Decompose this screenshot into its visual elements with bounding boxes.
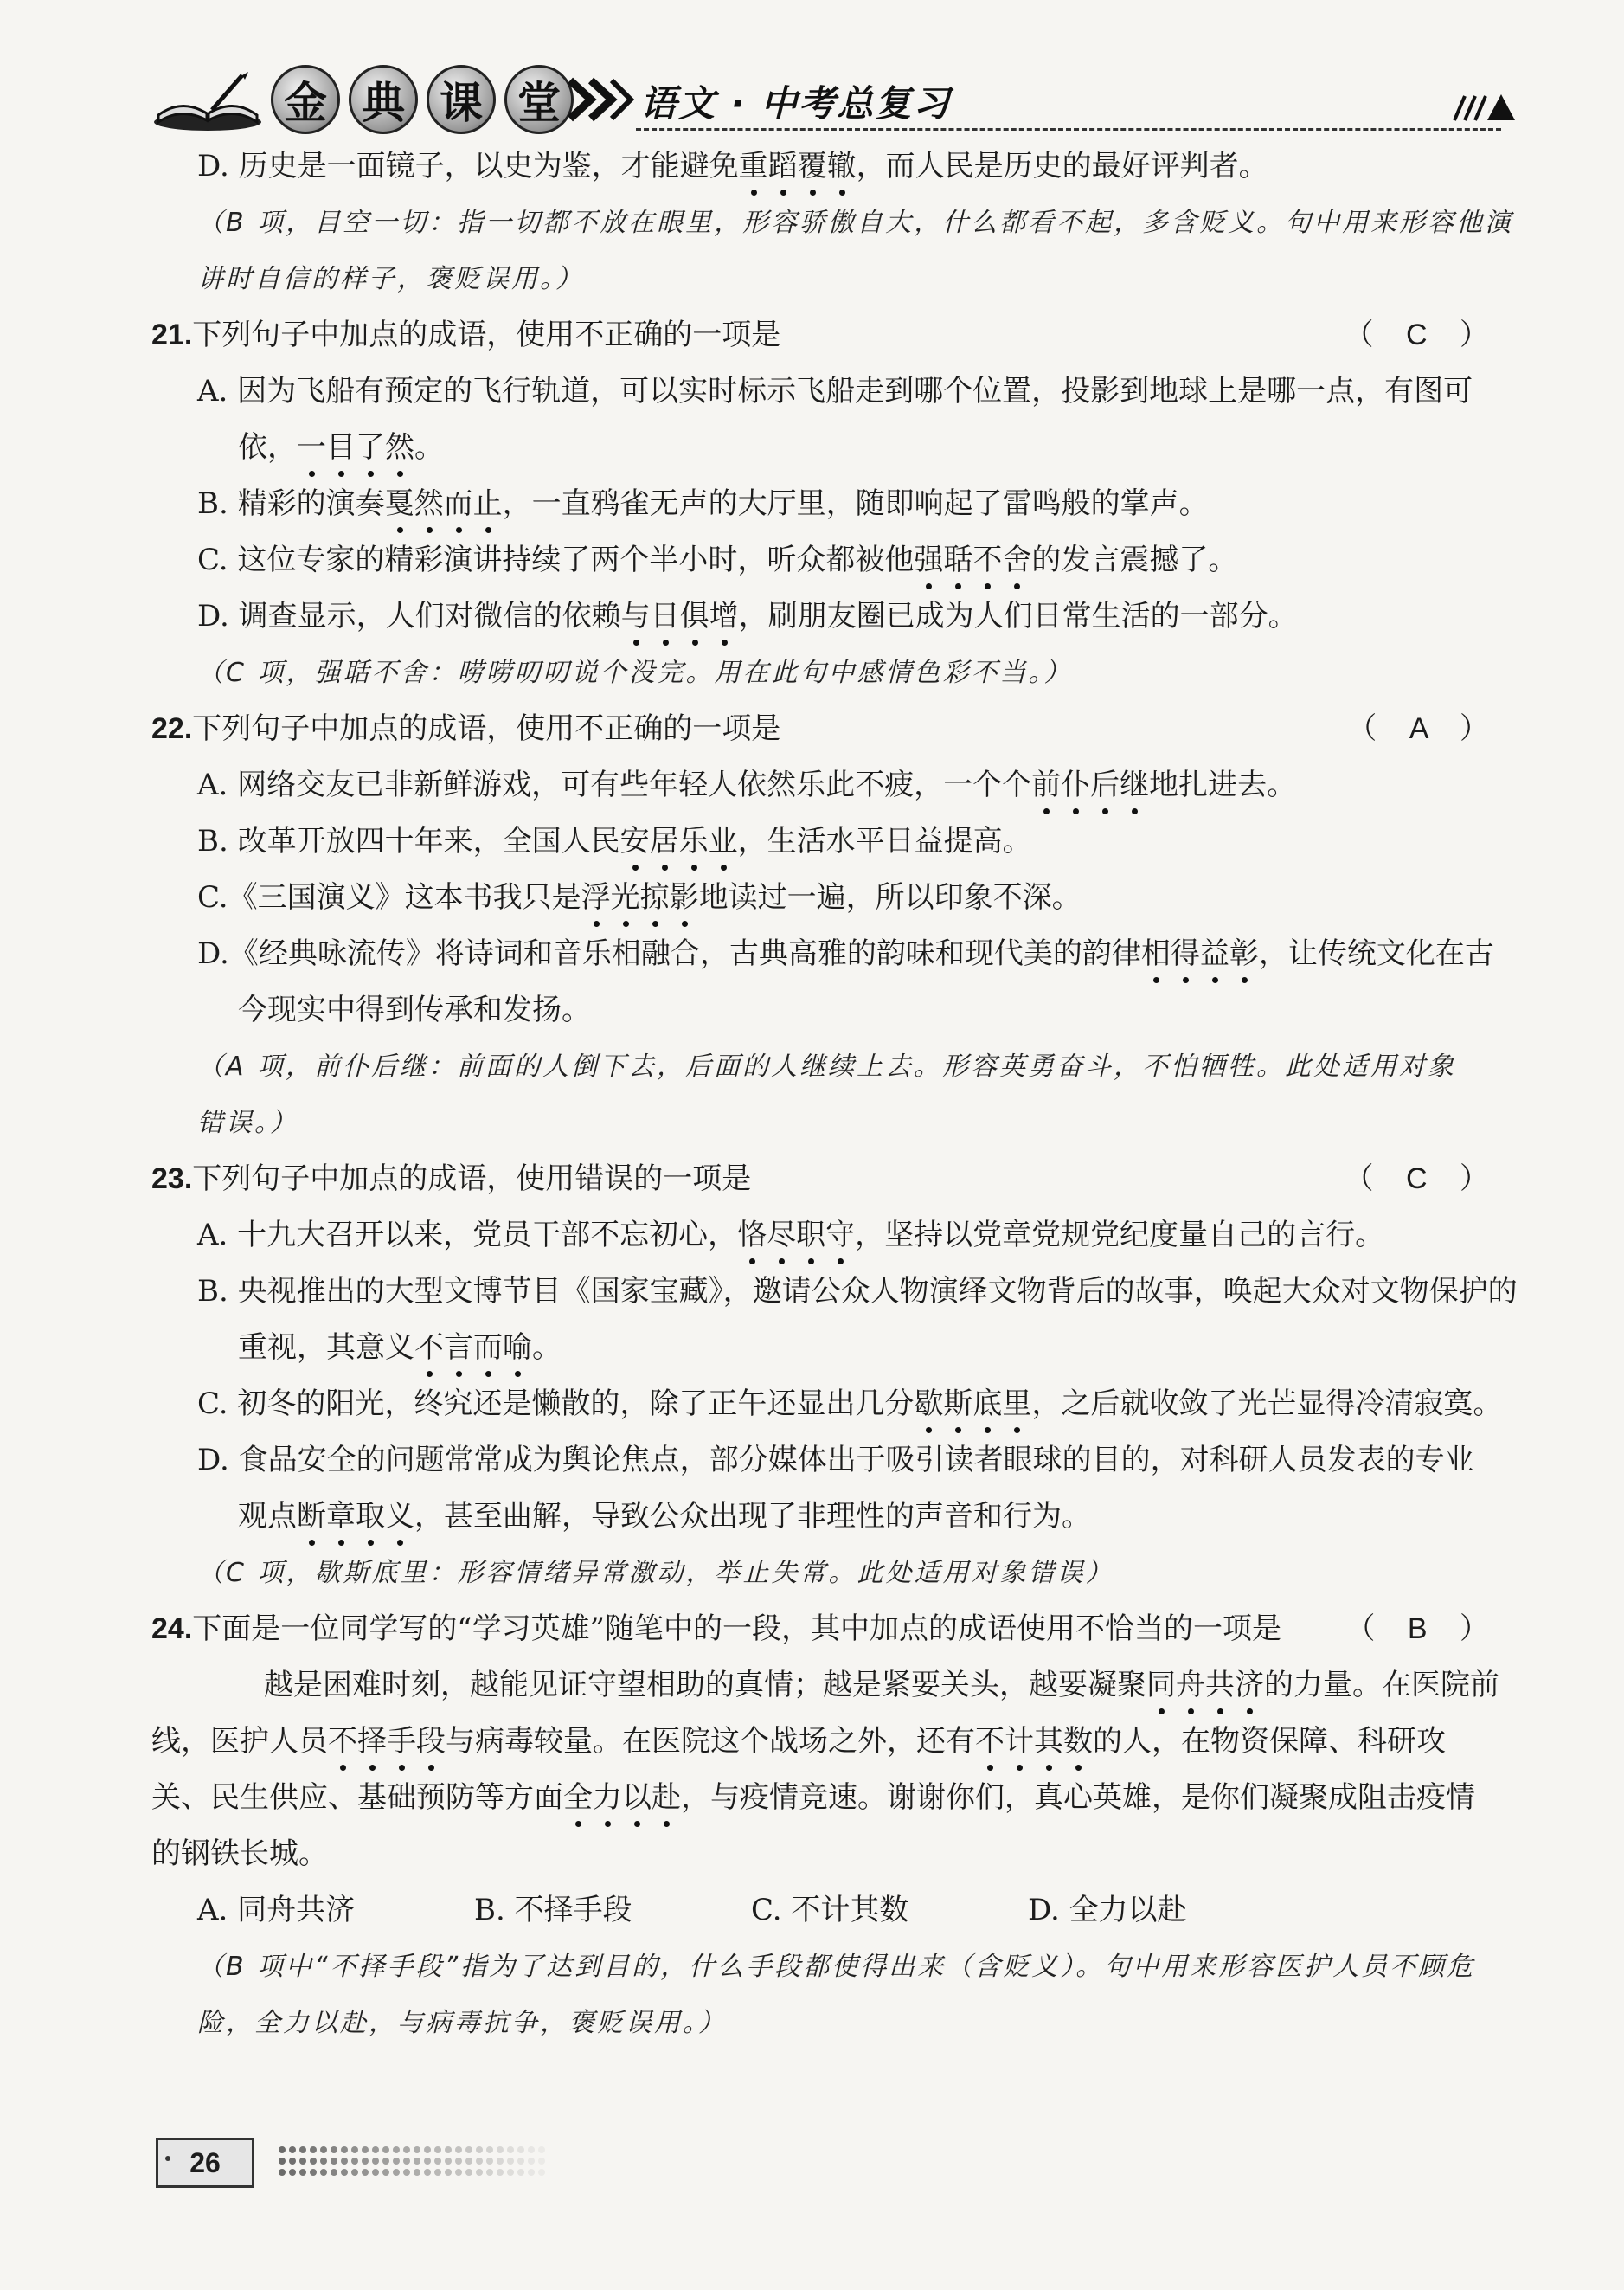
decorative-dot <box>320 2169 327 2176</box>
decorative-dot <box>434 2169 441 2176</box>
emphasized-idiom <box>414 1330 532 1365</box>
answer-explanation <box>151 251 1501 307</box>
text-segment: 的力量。在医院前 <box>1264 1668 1499 1702</box>
dotted-char: 以 <box>622 1780 652 1815</box>
decorative-dot <box>465 2146 472 2153</box>
dotted-char: 目 <box>326 430 356 465</box>
decorative-dot <box>299 2146 306 2153</box>
decorative-dot <box>331 2146 337 2153</box>
page-number: 26 <box>156 2138 254 2188</box>
dotted-char: 浮 <box>581 880 611 915</box>
dotted-char: 一 <box>297 430 326 465</box>
answer-explanation <box>151 1995 1501 2051</box>
dotted-char: 仆 <box>1061 768 1091 802</box>
dotted-char: 增 <box>709 599 739 634</box>
emphasized-idiom <box>297 1499 414 1534</box>
double-chevron-icon <box>565 75 634 124</box>
question-number: 23. <box>151 1162 193 1195</box>
decorative-dot <box>341 2169 348 2176</box>
decorative-dot <box>331 2158 337 2165</box>
dotted-char: 光 <box>610 880 640 915</box>
decorative-dot <box>445 2169 452 2176</box>
dotted-char: 得 <box>1170 936 1200 971</box>
decorative-dot <box>331 2169 337 2176</box>
dotted-char: 取 <box>356 1499 385 1534</box>
dotted-char: 掠 <box>639 880 670 915</box>
decorative-dot <box>445 2146 452 2153</box>
decorative-dot <box>517 2146 524 2153</box>
decorative-dot <box>341 2146 348 2153</box>
decorative-dot <box>414 2158 420 2165</box>
text-segment: A. 十九大召开以来，党员干部不忘初心， <box>197 1218 738 1252</box>
answer-key: （ C ） <box>1344 1162 1501 1195</box>
page-header <box>151 56 1501 143</box>
text-line <box>151 1657 1501 1714</box>
decorative-dot <box>445 2158 452 2165</box>
option-item: A. 同舟共济 <box>197 1893 356 1927</box>
decorative-dot <box>528 2169 535 2176</box>
text-segment: 的钢铁长城。 <box>151 1837 328 1871</box>
answer-explanation <box>151 1545 1501 1601</box>
decorative-dot <box>289 2146 296 2153</box>
text-segment: ，与疫情竞速。谢谢你们，真心英雄，是你们凝聚成阻击疫情 <box>681 1780 1475 1815</box>
question-stem <box>151 1151 1501 1207</box>
dotted-char: 戛 <box>384 486 414 521</box>
dotted-char: 俱 <box>679 599 709 634</box>
option-item: C. 不计其数 <box>751 1893 909 1927</box>
dotted-char: 斯 <box>943 1386 973 1421</box>
decorative-dot <box>279 2158 286 2165</box>
question-stem <box>151 307 1501 363</box>
text-segment: ，让传统文化在古 <box>1258 936 1494 971</box>
emphasized-idiom <box>581 880 699 915</box>
brand-char: 课 <box>427 65 496 134</box>
decorative-dot <box>486 2146 493 2153</box>
dotted-char: 里 <box>1002 1386 1032 1421</box>
decorative-dot <box>382 2146 389 2153</box>
decorative-dot <box>414 2169 420 2176</box>
text-segment: D. 食品安全的问题常常成为舆论焦点，部分媒体出于吸引读者眼球的目的，对科研人员发表的专业 <box>197 1443 1474 1477</box>
text-line <box>151 363 1501 420</box>
emphasized-idiom <box>563 1780 681 1815</box>
text-segment: 险，全力以赴，与病毒抗争，褒贬误用。） <box>197 2008 727 2038</box>
decorative-dots <box>277 2143 554 2181</box>
text-segment: C.《三国演义》这本书我只是 <box>197 880 581 915</box>
text-segment: ，刷朋友圈已成为人们日常生活的一部分。 <box>738 599 1298 634</box>
dotted-char: 择 <box>357 1724 387 1759</box>
emphasized-idiom <box>914 543 1031 577</box>
decorative-dot <box>517 2169 524 2176</box>
text-segment: 线，医护人员 <box>151 1724 328 1759</box>
text-segment: 讲时自信的样子，褒贬误用。） <box>197 264 584 294</box>
decorative-dot <box>279 2169 286 2176</box>
text-line <box>151 1489 1501 1545</box>
dotted-char: 舟 <box>1176 1668 1205 1702</box>
text-line <box>151 138 1501 195</box>
dotted-char: 重 <box>738 149 768 183</box>
option-item: D. 全力以赴 <box>1028 1893 1187 1927</box>
decorative-dot <box>393 2169 400 2176</box>
text-segment: 重视，其意义 <box>238 1330 414 1365</box>
dotted-char: 覆 <box>797 149 827 183</box>
dotted-char: 止 <box>472 486 503 521</box>
decorative-dot <box>434 2146 441 2153</box>
emphasized-idiom <box>620 824 738 859</box>
dotted-char: 居 <box>649 824 679 859</box>
text-segment: （A 项，前仆后继：前面的人倒下去，后面的人继续上去。形容英勇奋斗，不怕牺牲。此处适用对象 <box>197 1052 1457 1082</box>
decorative-dot <box>507 2146 514 2153</box>
brand-char: 典 <box>349 65 418 134</box>
decorative-dot <box>403 2158 410 2165</box>
dotted-char: 然 <box>414 486 444 521</box>
decorative-dot <box>403 2169 410 2176</box>
dotted-char: 继 <box>1120 768 1150 802</box>
text-line <box>151 1207 1501 1264</box>
emphasized-idiom <box>385 486 503 521</box>
text-segment: 下面是一位同学写的“学习英雄”随笔中的一段，其中加点的成语使用不恰当的一项是 <box>192 1611 1282 1646</box>
decorative-dot <box>382 2169 389 2176</box>
text-segment: ，一直鸦雀无声的大厅里，随即响起了雷鸣般的掌声。 <box>502 486 1209 521</box>
decorative-dot <box>455 2158 462 2165</box>
text-line <box>151 420 1501 476</box>
dotted-char: 喻 <box>503 1330 532 1365</box>
question-stem <box>151 1601 1501 1657</box>
emphasized-idiom <box>328 1724 446 1759</box>
decorative-dot <box>528 2146 535 2153</box>
corner-triangle-icon <box>1449 89 1518 124</box>
decorative-dot <box>497 2169 504 2176</box>
answer-explanation <box>151 645 1501 701</box>
subject-title: 语文 · 中考总复习 <box>640 82 952 125</box>
text-line <box>151 870 1501 926</box>
dotted-char: 日 <box>650 599 680 634</box>
decorative-dot <box>497 2158 504 2165</box>
decorative-dot <box>320 2146 327 2153</box>
question-number: 24. <box>151 1612 193 1645</box>
text-segment: 下列句子中加点的成语，使用错误的一项是 <box>192 1161 752 1196</box>
brand-char: 堂 <box>504 65 574 134</box>
dotted-char: 言 <box>444 1330 473 1365</box>
dotted-char: 计 <box>1005 1724 1034 1759</box>
dotted-char: 彰 <box>1229 936 1259 971</box>
decorative-dot <box>289 2169 296 2176</box>
decorative-dot <box>320 2158 327 2165</box>
decorative-dot <box>424 2158 431 2165</box>
decorative-dot <box>310 2169 317 2176</box>
text-segment: ，之后就收敛了光芒显得冷清寂寞。 <box>1031 1386 1503 1421</box>
answer-explanation <box>151 195 1514 251</box>
text-segment: 今现实中得到传承和发扬。 <box>238 993 591 1027</box>
dotted-char: 不 <box>328 1724 357 1759</box>
decorative-dot <box>424 2146 431 2153</box>
dotted-char: 舍 <box>1002 543 1032 577</box>
decorative-dot <box>299 2158 306 2165</box>
decorative-dot <box>351 2169 358 2176</box>
emphasized-idiom <box>914 1386 1031 1421</box>
text-line <box>151 982 1501 1039</box>
dotted-char: 赴 <box>652 1780 681 1815</box>
decorative-dot <box>289 2158 296 2165</box>
text-segment: 依， <box>238 430 297 465</box>
header-divider <box>636 128 1501 131</box>
answer-key: （ C ） <box>1344 318 1501 351</box>
text-segment: 观点 <box>238 1499 297 1534</box>
text-line <box>151 926 1501 982</box>
dotted-char: 尽 <box>767 1218 797 1252</box>
emphasized-idiom <box>1141 936 1259 971</box>
text-segment: B. 央视推出的大型文博节目《国家宝藏》，邀请公众人物演绎文物背后的故事，唤起大众对文物保护的 <box>197 1274 1518 1309</box>
emphasized-idiom <box>621 599 739 634</box>
emphasized-idiom <box>975 1724 1093 1759</box>
dotted-char: 职 <box>796 1218 826 1252</box>
decorative-dot <box>497 2146 504 2153</box>
decorative-dot <box>476 2146 483 2153</box>
text-segment: 地读过一遍，所以印象不深。 <box>698 880 1082 915</box>
decorative-dot <box>507 2158 514 2165</box>
decorative-dot <box>455 2146 462 2153</box>
dotted-char: 辙 <box>826 149 857 183</box>
text-segment: 错误。） <box>197 1108 298 1138</box>
dotted-char: 聒 <box>943 543 973 577</box>
dotted-char: 相 <box>1140 936 1171 971</box>
decorative-dot <box>362 2158 369 2165</box>
dotted-char: 同 <box>1146 1668 1176 1702</box>
dotted-char: 力 <box>593 1780 622 1815</box>
decorative-dot <box>382 2158 389 2165</box>
decorative-dot <box>362 2169 369 2176</box>
text-segment: 。 <box>532 1330 562 1365</box>
text-segment: A. 因为飞船有预定的飞行轨道，可以实时标示飞船走到哪个位置，投影到地球上是哪一点，有图可 <box>197 374 1473 408</box>
dotted-char: 守 <box>825 1218 856 1252</box>
text-line <box>151 1826 1501 1882</box>
dotted-char: 业 <box>708 824 738 859</box>
text-segment: 的发言震撼了。 <box>1031 543 1238 577</box>
dotted-char: 不 <box>972 543 1003 577</box>
open-book-logo-icon <box>151 72 264 132</box>
dotted-char: 不 <box>975 1724 1005 1759</box>
text-line <box>151 532 1501 589</box>
dotted-char: 而 <box>473 1330 503 1365</box>
decorative-dot <box>403 2146 410 2153</box>
text-segment: 下列句子中加点的成语，使用不正确的一项是 <box>192 318 781 352</box>
dotted-char: 共 <box>1205 1668 1235 1702</box>
text-line <box>151 1320 1501 1376</box>
dotted-char: 恪 <box>737 1218 767 1252</box>
text-segment: C. 初冬的阳光，终究还是懒散的，除了正午还显出几分 <box>197 1386 915 1421</box>
text-line <box>151 1376 1501 1432</box>
decorative-dot <box>351 2158 358 2165</box>
decorative-dot <box>507 2169 514 2176</box>
dotted-char: 不 <box>414 1330 444 1365</box>
dotted-char: 数 <box>1063 1724 1093 1759</box>
text-segment: （C 项，歇斯底里：形容情绪异常激动，举止失常。此处适用对象错误） <box>197 1558 1114 1588</box>
decorative-dot <box>517 2158 524 2165</box>
dotted-char: 义 <box>385 1499 414 1534</box>
text-line <box>151 814 1501 870</box>
text-line <box>151 757 1501 814</box>
answer-explanation <box>151 1939 1501 1995</box>
decorative-dot <box>372 2158 379 2165</box>
dotted-char: 济 <box>1235 1668 1264 1702</box>
decorative-dot <box>372 2169 379 2176</box>
decorative-dot <box>424 2169 431 2176</box>
text-line <box>151 1714 1501 1770</box>
decorative-dot <box>434 2158 441 2165</box>
dotted-char: 段 <box>416 1724 446 1759</box>
decorative-dot <box>465 2158 472 2165</box>
text-segment: 越是困难时刻，越能见证守望相助的真情；越是紧要关头，越要凝聚 <box>264 1668 1146 1702</box>
dotted-char: 全 <box>563 1780 593 1815</box>
text-segment: D. 调查显示，人们对微信的依赖 <box>197 599 621 634</box>
text-segment: （C 项，强聒不舍：唠唠叨叨说个没完。用在此句中感情色彩不当。） <box>197 658 1073 688</box>
brand-char: 金 <box>271 65 340 134</box>
text-segment: ，而人民是历史的最好评判者。 <box>856 149 1268 183</box>
dotted-char: 其 <box>1034 1724 1063 1759</box>
text-segment: A. 网络交友已非新鲜游戏，可有些年轻人依然乐此不疲，一个个 <box>197 768 1032 802</box>
dotted-char: 手 <box>387 1724 416 1759</box>
decorative-dot <box>393 2146 400 2153</box>
emphasized-idiom <box>1031 768 1149 802</box>
dotted-char: 然 <box>385 430 414 465</box>
answer-key: （ A ） <box>1347 712 1501 745</box>
decorative-dot <box>486 2169 493 2176</box>
dotted-char: 乐 <box>678 824 709 859</box>
answer-explanation <box>151 1095 1501 1151</box>
decorative-dot <box>362 2146 369 2153</box>
decorative-dot <box>351 2146 358 2153</box>
answer-explanation <box>151 1039 1501 1095</box>
dotted-char: 章 <box>326 1499 356 1534</box>
dotted-char: 前 <box>1031 768 1062 802</box>
text-line <box>151 476 1501 532</box>
decorative-dot <box>299 2169 306 2176</box>
text-segment: ，甚至曲解，导致公众出现了非理性的声音和行为。 <box>414 1499 1091 1534</box>
dotted-char: 安 <box>619 824 650 859</box>
text-segment: 地扎进去。 <box>1149 768 1297 802</box>
decorative-dot <box>341 2158 348 2165</box>
decorative-dot <box>310 2146 317 2153</box>
dotted-char: 断 <box>297 1499 326 1534</box>
emphasized-idiom <box>297 430 414 465</box>
dotted-char: 与 <box>620 599 651 634</box>
text-segment: （B 项中“不择手段”指为了达到目的，什么手段都使得出来（含贬义）。句中用来形容医护人员不顾危 <box>197 1952 1476 1982</box>
decorative-dot <box>538 2146 545 2153</box>
question-content <box>151 138 1518 2051</box>
answer-key: （ B ） <box>1345 1612 1501 1645</box>
text-segment: B. 精彩的演奏 <box>197 486 385 521</box>
text-line <box>151 589 1501 645</box>
decorative-dot <box>279 2146 286 2153</box>
text-segment: 。 <box>414 430 444 465</box>
decorative-dot <box>310 2158 317 2165</box>
text-segment: 关、民生供应、基础预防等方面 <box>151 1780 563 1815</box>
decorative-dot <box>414 2146 420 2153</box>
text-segment: （B 项，目空一切：指一切都不放在眼里，形容骄傲自大，什么都看不起，多含贬义。句中用来形容他演 <box>197 208 1514 238</box>
option-item: B. 不择手段 <box>474 1893 632 1927</box>
answer-options <box>151 1882 1501 1939</box>
text-segment: 下列句子中加点的成语，使用不正确的一项是 <box>192 711 781 746</box>
text-segment: D. 历史是一面镜子，以史为鉴，才能避免 <box>197 149 739 183</box>
emphasized-idiom <box>1146 1668 1264 1702</box>
text-segment: ，生活水平日益提高。 <box>737 824 1032 859</box>
decorative-dot <box>538 2169 545 2176</box>
decorative-dot <box>476 2158 483 2165</box>
text-segment: 的人，在物资保障、科研攻 <box>1093 1724 1446 1759</box>
decorative-dot <box>486 2158 493 2165</box>
text-line <box>151 1770 1501 1826</box>
text-segment: B. 改革开放四十年来，全国人民 <box>197 824 620 859</box>
dotted-char: 歇 <box>914 1386 944 1421</box>
decorative-dot <box>476 2169 483 2176</box>
question-number: 21. <box>151 318 193 351</box>
dotted-char: 益 <box>1199 936 1229 971</box>
dotted-char: 而 <box>443 486 473 521</box>
decorative-dot <box>393 2158 400 2165</box>
text-line <box>151 1264 1518 1320</box>
question-number: 22. <box>151 712 193 745</box>
page-footer <box>156 2138 554 2190</box>
emphasized-idiom <box>739 149 857 183</box>
dotted-char: 底 <box>972 1386 1003 1421</box>
text-segment: C. 这位专家的精彩演讲持续了两个半小时，听众都被他 <box>197 543 915 577</box>
dotted-char: 强 <box>914 543 944 577</box>
decorative-dot <box>528 2158 535 2165</box>
decorative-dot <box>465 2169 472 2176</box>
text-segment: D.《经典咏流传》将诗词和音乐相融合，古典高雅的韵味和现代美的韵律 <box>197 936 1141 971</box>
emphasized-idiom <box>737 1218 855 1252</box>
text-segment: 与病毒较量。在医院这个战场之外，还有 <box>446 1724 975 1759</box>
brand-title <box>271 65 574 134</box>
dotted-char: 影 <box>669 880 699 915</box>
dotted-char: 了 <box>356 430 385 465</box>
decorative-dot <box>372 2146 379 2153</box>
text-segment: ，坚持以党章党规党纪度量自己的言行。 <box>855 1218 1385 1252</box>
dotted-char: 后 <box>1090 768 1120 802</box>
decorative-dot <box>538 2158 545 2165</box>
question-stem <box>151 701 1501 757</box>
text-line <box>151 1432 1501 1489</box>
dotted-char: 蹈 <box>767 149 798 183</box>
decorative-dot <box>455 2169 462 2176</box>
